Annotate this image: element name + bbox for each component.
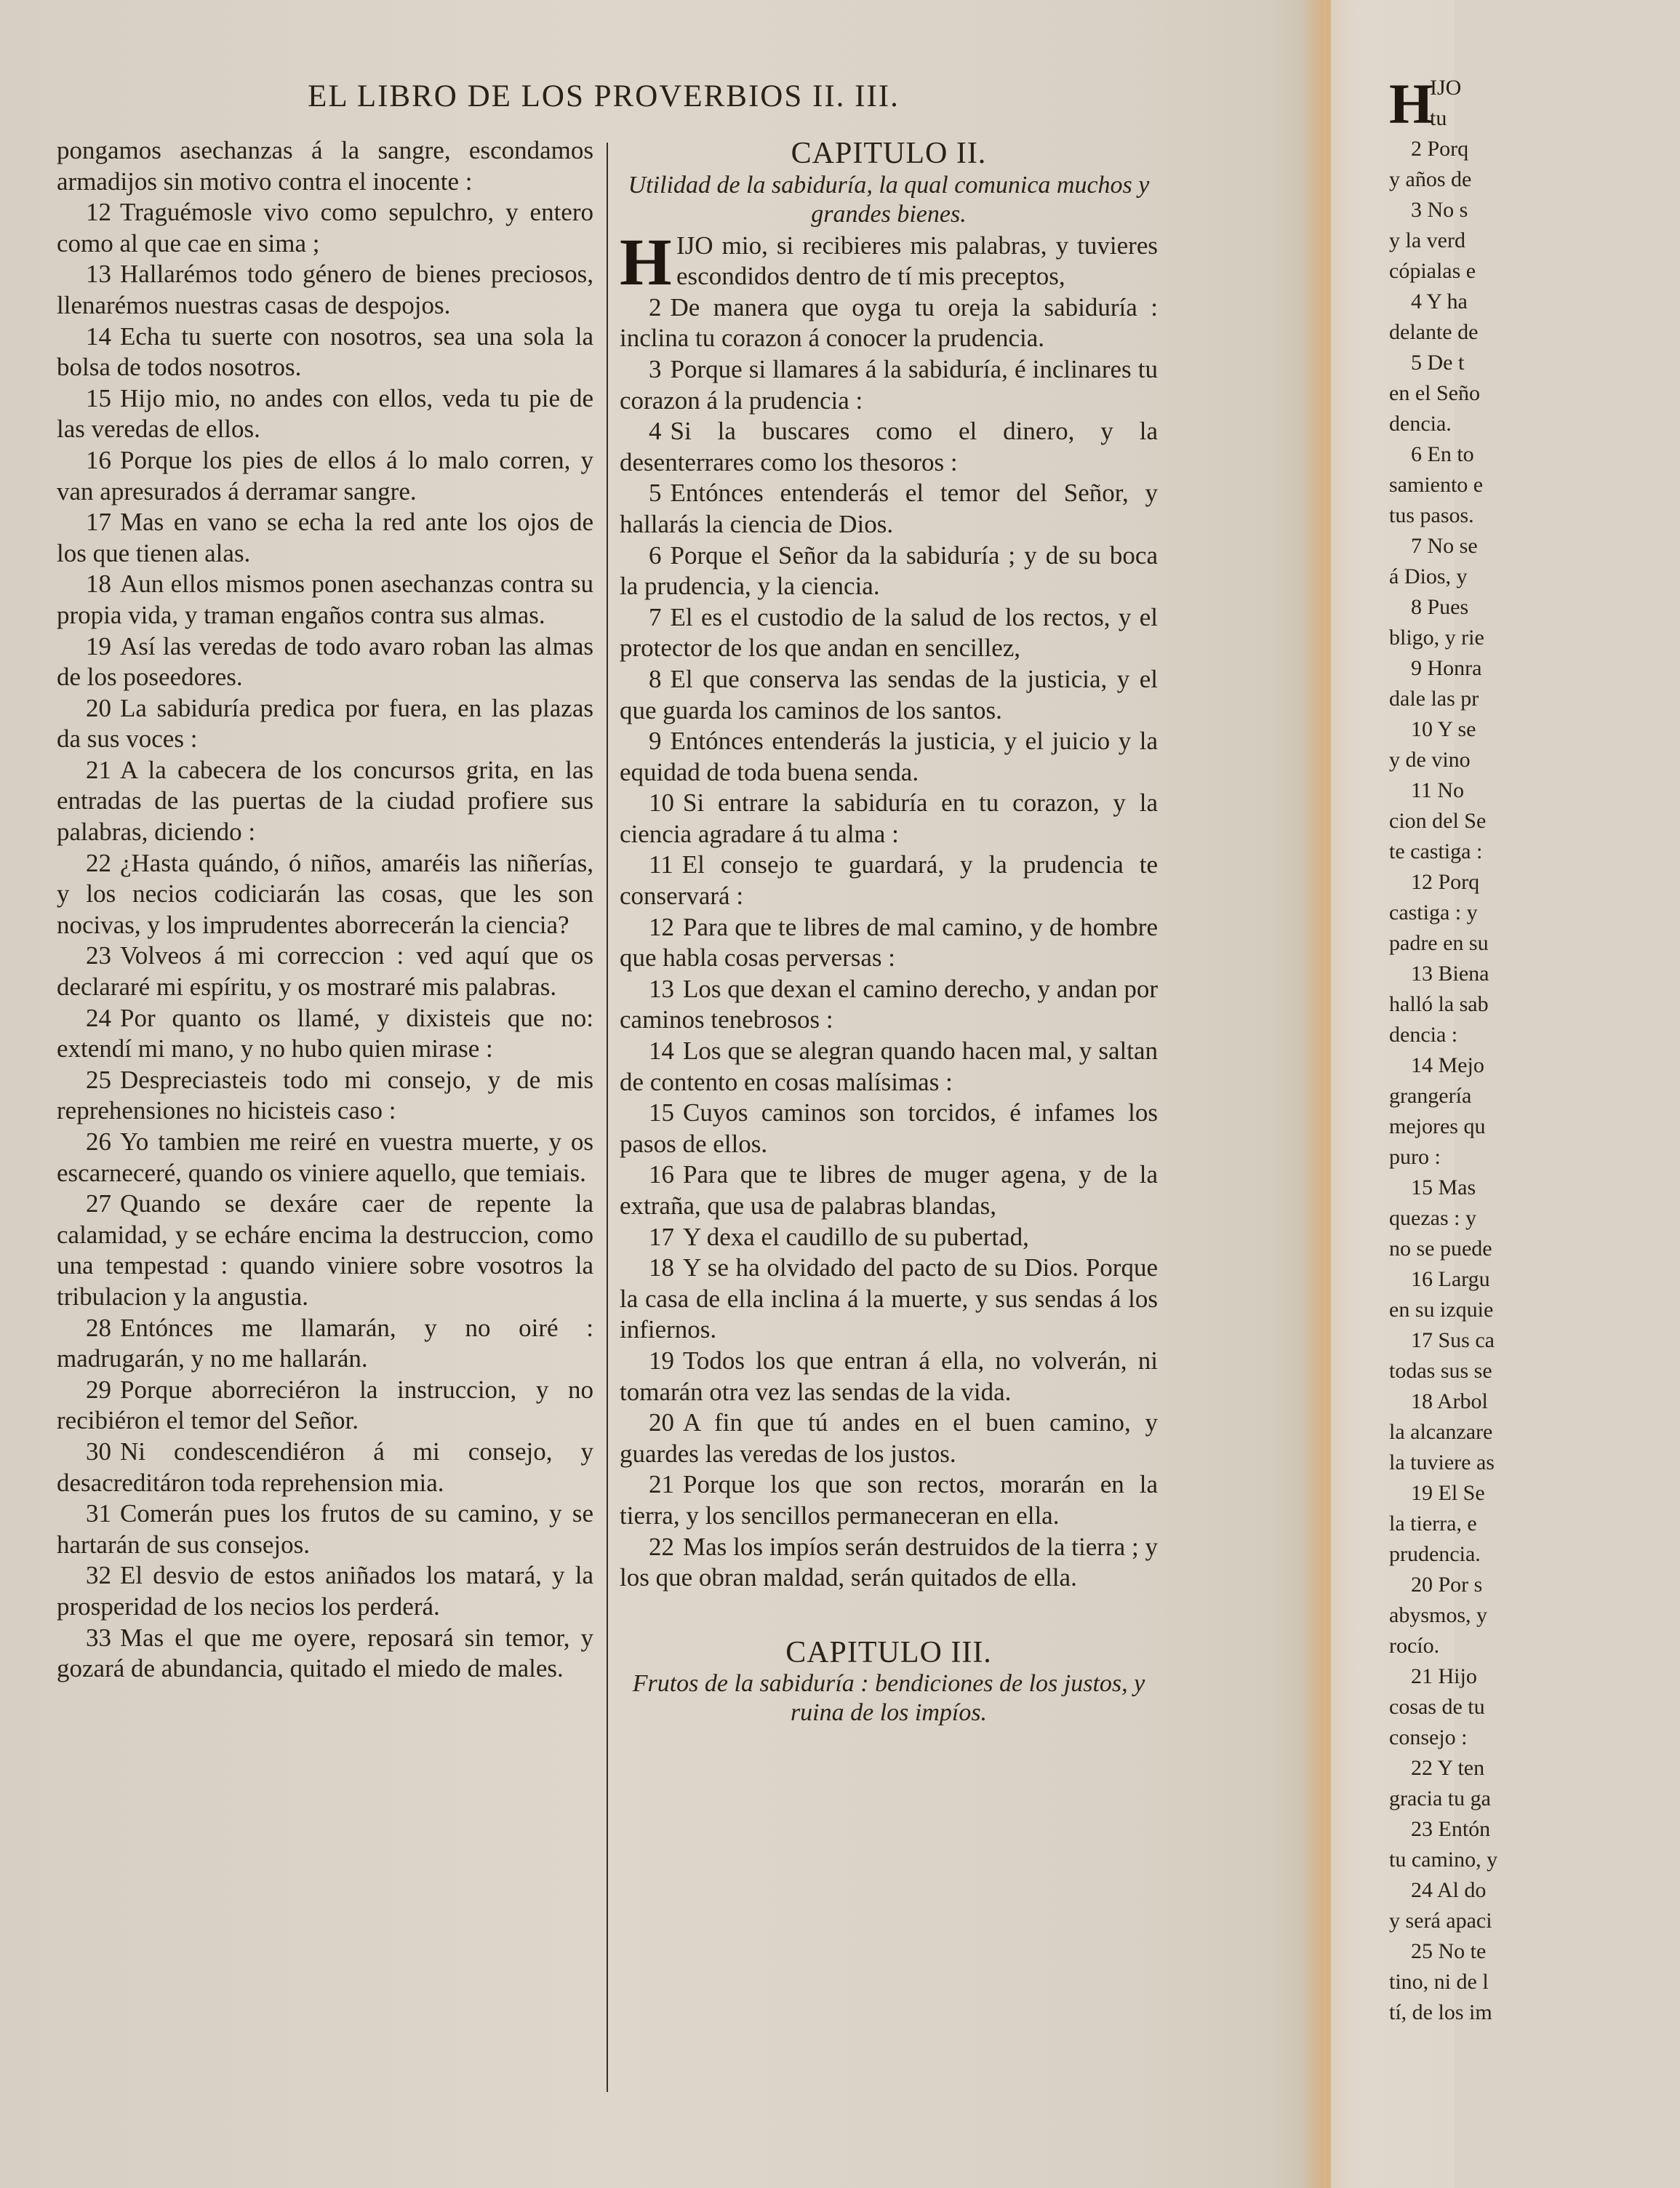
verse-number: 20	[649, 1408, 674, 1437]
next-page-line: 20 Por s	[1411, 1573, 1483, 1597]
chapter-2-title: CAPITULO II.	[791, 137, 987, 170]
verse	[57, 848, 593, 941]
verse-number: 32	[86, 1561, 111, 1590]
verse-text: Si entrare la sabiduría en tu corazon, y la ciencia agradare á tu alma :	[620, 788, 1158, 848]
verse-number: 3	[649, 354, 662, 383]
next-page-line: prudencia.	[1389, 1542, 1481, 1566]
next-page-line: 16 Largu	[1411, 1267, 1490, 1291]
verse-text: A fin que tú andes en el buen camino, y guardes las veredas de los justos.	[620, 1408, 1158, 1468]
verse-number: 22	[649, 1532, 674, 1561]
next-page-line: 15 Mas	[1411, 1175, 1476, 1199]
verse	[57, 507, 593, 569]
verse-text: El desvio de estos aniñados los matará, y la prosperidad de los necios los perderá.	[57, 1561, 593, 1621]
next-page-line: 22 Y ten	[1411, 1756, 1485, 1780]
verse-text: Entónces entenderás la justicia, y el juicio y la equidad de toda buena senda.	[620, 727, 1158, 786]
right-book-page-fragment	[1331, 0, 1498, 2188]
verse-text: La sabiduría predica por fuera, en las plazas da sus voces :	[57, 693, 593, 754]
verse	[620, 1532, 1158, 1594]
next-page-line: cosas de tu	[1389, 1695, 1485, 1719]
verse-number: 6	[649, 540, 662, 570]
verse	[620, 1036, 1158, 1098]
drop-cap: H	[620, 224, 672, 299]
next-page-line: 9 Honra	[1411, 656, 1482, 680]
verse	[620, 478, 1158, 540]
verse-text: Por quanto os llamé, y dixisteis que no: extendí mi mano, y no hubo quien mirase :	[57, 1003, 593, 1063]
next-page-lines	[1389, 134, 1680, 2028]
verse-text: Echa tu suerte con nosotros, sea una sola la bolsa de todos nosotros.	[57, 322, 593, 382]
verse-number: 12	[649, 912, 674, 941]
verse-number: 15	[649, 1098, 674, 1127]
next-page-line: 7 No se	[1411, 534, 1478, 558]
running-head: EL LIBRO DE LOS PROVERBIOS II. III.	[308, 79, 900, 113]
verse-text: Porque los pies de ellos á lo malo corren, y van apresurados á derramar sangre.	[57, 445, 593, 506]
next-page-line: halló la sab	[1389, 992, 1489, 1016]
next-page-line: 13 Biena	[1411, 962, 1489, 986]
verse-text: Entónces me llamarán, y no oiré : madrugarán, y no me hallarán.	[57, 1313, 593, 1373]
next-page-line: te castiga :	[1389, 839, 1483, 863]
next-page-line: cion del Se	[1389, 809, 1487, 833]
next-page-line: 17 Sus ca	[1411, 1328, 1495, 1352]
verse-number: 8	[649, 664, 662, 693]
chapter-spacer	[620, 1594, 1158, 1634]
next-page-line: 14 Mejo	[1411, 1053, 1484, 1077]
verse-number: 31	[86, 1499, 111, 1528]
verse-number: 26	[86, 1127, 111, 1156]
verse	[57, 197, 593, 259]
next-page-line: á Dios, y	[1389, 564, 1468, 588]
verse	[620, 416, 1158, 478]
continuation-text: pongamos asechanzas á la sangre, escondamos armadijos sin motivo contra el inocente :	[57, 136, 593, 196]
next-page-line: gracia tu ga	[1389, 1786, 1491, 1810]
verse-number: 7	[649, 602, 662, 631]
verse-number: 19	[649, 1346, 674, 1375]
verse-text: Hallarémos todo género de bienes preciosos, llenarémos nuestras casas de despojos.	[57, 260, 593, 319]
next-page-line: 25 No te	[1411, 1939, 1487, 1963]
next-page-line: 23 Entón	[1411, 1817, 1491, 1841]
next-page-line: la tierra, e	[1389, 1512, 1477, 1536]
next-page-line: quezas : y	[1389, 1206, 1476, 1230]
next-page-line: delante de	[1389, 320, 1479, 344]
verse	[57, 1189, 593, 1312]
verse-1-text: IJO mio, si recibieres mis palabras, y tuvieres escondidos dentro de tí mis preceptos,	[676, 231, 1158, 291]
chapter-3-summary: Frutos de la sabiduría : bendiciones de los justos, y ruina de los impíos.	[632, 1670, 1145, 1727]
verse-number: 23	[86, 941, 111, 970]
verse	[620, 1346, 1158, 1408]
verse-text: Porque si llamares á la sabiduría, é inclinares tu corazon á la prudencia :	[620, 354, 1158, 415]
verse-text: Comerán pues los frutos de su camino, y se hartarán de sus consejos.	[57, 1499, 593, 1559]
verse-text: ¿Hasta quándo, ó niños, amaréis las niñerías, y los necios codiciarán las cosas, que les son nocivas, y los imprudentes aborrecerán la ciencia?	[57, 848, 593, 939]
next-page-line: 10 Y se	[1411, 717, 1476, 741]
verse-text: El consejo te guardará, y la prudencia te conservará :	[620, 850, 1158, 911]
next-page-line: mejores qu	[1389, 1114, 1486, 1138]
verse	[57, 322, 593, 383]
next-page-line: en el Seño	[1389, 381, 1480, 405]
verse	[620, 602, 1158, 664]
verse-number: 14	[649, 1037, 674, 1066]
verse-text: Así las veredas de todo avaro roban las almas de los poseedores.	[57, 631, 593, 692]
verse-text: Si la buscares como el dinero, y la desenterrares como los thesoros :	[620, 417, 1158, 476]
verse-number: 12	[86, 198, 111, 227]
verse-number: 15	[86, 383, 111, 412]
next-page-line: tu camino, y	[1389, 1848, 1498, 1872]
verse-number: 22	[86, 848, 111, 877]
verse-text: Volveos á mi correccion : ved aquí que os declararé mi espíritu, y os mostraré mis palabras.	[57, 941, 593, 1002]
next-page-line: tus pasos.	[1389, 503, 1474, 527]
verse-number: 4	[649, 417, 662, 446]
next-page-line: y la verd	[1389, 228, 1465, 252]
verse	[57, 941, 593, 1002]
verse-text: Porque aborreciéron la instruccion, y no recibiéron el temor del Señor.	[57, 1375, 593, 1435]
verse-text: A la cabecera de los concursos grita, en las entradas de las puertas de la ciudad profiere sus palabras, diciendo :	[57, 755, 593, 847]
verse	[57, 445, 593, 507]
verse-text: Y dexa el caudillo de su pubertad,	[683, 1222, 1029, 1251]
verse	[620, 850, 1158, 911]
verse	[620, 912, 1158, 974]
verse-number: 19	[86, 631, 111, 660]
verse	[620, 664, 1158, 726]
verse	[620, 974, 1158, 1036]
verse-number: 21	[649, 1470, 674, 1499]
next-page-line: tí, de los im	[1389, 2000, 1492, 2024]
verse-text: Para que te libres de mal camino, y de hombre que habla cosas perversas :	[620, 912, 1158, 973]
verse-number: 20	[86, 693, 111, 722]
right-verse-list	[620, 292, 1158, 1594]
next-page-line: cópialas e	[1389, 259, 1476, 283]
verse-text: Aun ellos mismos ponen asechanzas contra su propia vida, y traman engaños contra sus almas.	[57, 570, 593, 629]
verse-text: De manera que oyga tu oreja la sabiduría : inclina tu corazon á conocer la prudencia.	[620, 292, 1158, 353]
verse-number: 30	[86, 1437, 111, 1466]
verse	[620, 1098, 1158, 1159]
verse-number: 17	[649, 1222, 674, 1251]
next-page-line: y años de	[1389, 167, 1472, 191]
left-verse-list	[57, 197, 593, 1685]
verse-number: 29	[86, 1375, 111, 1404]
verse-number: 17	[86, 508, 111, 537]
next-page-line: grangería	[1389, 1084, 1472, 1108]
verse-text: Mas el que me oyere, reposará sin temor, y gozará de abundancia, quitado el miedo de males.	[57, 1623, 593, 1683]
next-page-text	[1389, 73, 1680, 2028]
next-page-line: la tuviere as	[1389, 1450, 1495, 1474]
verse	[620, 1469, 1158, 1531]
next-drop-cap: H	[1389, 72, 1433, 135]
next-page-line: y será apaci	[1389, 1909, 1492, 1933]
next-page-line: 18 Arbol	[1411, 1389, 1488, 1413]
verse-text: Porque los que son rectos, morarán en la tierra, y los sencillos permaneceran en ella.	[620, 1470, 1158, 1530]
verse	[620, 788, 1158, 850]
left-column	[57, 135, 593, 1685]
next-page-line: abysmos, y	[1389, 1603, 1487, 1627]
verse-text: Yo tambien me reiré en vuestra muerte, y os escarneceré, quando os viniere aquello, que temiais.	[57, 1127, 593, 1187]
next-page-line: en su izquie	[1389, 1298, 1494, 1322]
verse	[57, 1003, 593, 1065]
verse-number: 13	[86, 260, 111, 289]
verse	[57, 1623, 593, 1685]
verse-number: 14	[86, 322, 111, 351]
verse	[620, 354, 1158, 416]
next-page-line: rocío.	[1389, 1634, 1440, 1658]
verse-number: 11	[649, 850, 673, 879]
verse	[620, 292, 1158, 354]
chapter-2-opening	[620, 224, 1158, 299]
verse-text: Traguémosle vivo como sepulchro, y entero como al que cae en sima ;	[57, 198, 593, 257]
verse	[620, 540, 1158, 602]
verse	[57, 693, 593, 755]
verse	[620, 1408, 1158, 1469]
next-page-line: 21 Hijo	[1411, 1664, 1477, 1688]
verse-text: Cuyos caminos son torcidos, é infames los pasos de ellos.	[620, 1098, 1158, 1158]
next-page-line: dale las pr	[1389, 687, 1479, 711]
verse	[57, 1313, 593, 1375]
next-page-line: samiento e	[1389, 473, 1484, 497]
column-divider	[607, 143, 608, 2092]
next-page-line: 11 No	[1411, 778, 1465, 802]
verse-number: 33	[86, 1623, 111, 1652]
right-column	[620, 135, 1158, 1729]
next-page-line: 5 De t	[1411, 351, 1465, 375]
chapter-2-summary: Utilidad de la sabiduría, la qual comunica muchos y grandes bienes.	[628, 171, 1150, 228]
verse-text: Mas los impíos serán destruidos de la tierra ; y los que obran maldad, serán quitados de ella.	[620, 1532, 1158, 1592]
verse	[620, 1159, 1158, 1221]
verse	[57, 755, 593, 848]
verse-text: El que conserva las sendas de la justicia, y el que guarda los caminos de los santos.	[620, 664, 1158, 724]
verse-number: 16	[649, 1160, 674, 1189]
next-page-line: padre en su	[1389, 931, 1489, 955]
verse-text: Para que te libres de muger agena, y de la extraña, que usa de palabras blandas,	[620, 1160, 1158, 1220]
next-page-opening	[1389, 73, 1680, 134]
verse-text: Quando se dexáre caer de repente la calamidad, y se echáre encima la destruccion, como una tempestad : quando viniere sobre vosotros la tribulacion y la angustia.	[57, 1189, 593, 1311]
next-page-line: 3 No s	[1411, 198, 1468, 222]
verse	[57, 569, 593, 631]
next-page-line: bligo, y rie	[1389, 626, 1484, 650]
verse-number: 9	[649, 727, 662, 756]
verse-text: Los que se alegran quando hacen mal, y saltan de contento en cosas malísimas :	[620, 1037, 1158, 1096]
verse-text: Hijo mio, no andes con ellos, veda tu pie de las veredas de ellos.	[57, 383, 593, 444]
verse-text: Mas en vano se echa la red ante los ojos de los que tienen alas.	[57, 508, 593, 567]
next-page-line: todas sus se	[1389, 1359, 1492, 1383]
verse-text: Porque el Señor da la sabiduría ; y de su boca la prudencia, y la ciencia.	[620, 540, 1158, 601]
verse-number: 25	[86, 1065, 111, 1094]
verse-text: Despreciasteis todo mi consejo, y de mis reprehensiones no hicisteis caso :	[57, 1065, 593, 1125]
verse	[620, 1253, 1158, 1346]
verse-number: 16	[86, 445, 111, 474]
verse	[57, 631, 593, 693]
verse	[57, 1065, 593, 1127]
verse-number: 10	[649, 788, 674, 818]
verse-text: Ni condescendiéron á mi consejo, y desacreditáron toda reprehension mia.	[57, 1437, 593, 1497]
next-page-line: tu	[1430, 106, 1447, 130]
verse-number: 28	[86, 1313, 111, 1342]
next-page-line: IJO	[1430, 76, 1462, 100]
verse	[620, 1222, 1158, 1253]
next-page-line: castiga : y	[1389, 901, 1478, 925]
verse	[57, 1437, 593, 1498]
verse-text: El es el custodio de la salud de los rectos, y el protector de los que andan en sencillez,	[620, 602, 1158, 663]
verse	[57, 1560, 593, 1622]
verse-text: Y se ha olvidado del pacto de su Dios. Porque la casa de ella inclina á la muerte, y sus sendas á los infiernos.	[620, 1253, 1158, 1344]
next-page-line: dencia :	[1389, 1023, 1458, 1047]
next-page-line: 2 Porq	[1411, 137, 1469, 161]
verse-text: Todos los que entran á ella, no volverán, ni tomarán otra vez las sendas de la vida.	[620, 1346, 1158, 1406]
verse	[620, 726, 1158, 788]
verse	[57, 259, 593, 321]
next-page-line: dencia.	[1389, 412, 1452, 436]
verse-number: 18	[649, 1253, 674, 1282]
verse	[57, 1375, 593, 1437]
chapter-3-title: CAPITULO III.	[785, 1635, 992, 1669]
verse-number: 18	[86, 570, 111, 599]
verse-number: 21	[86, 755, 111, 784]
next-page-line: 19 El Se	[1411, 1481, 1485, 1505]
verse-number: 5	[649, 479, 662, 508]
verse-text: Entónces entenderás el temor del Señor, y hallarás la ciencia de Dios.	[620, 479, 1158, 538]
verse	[57, 383, 593, 445]
verse-number: 24	[86, 1003, 111, 1032]
next-page-line: 12 Porq	[1411, 870, 1480, 894]
verse	[57, 1127, 593, 1189]
next-page-line: no se puede	[1389, 1237, 1492, 1261]
next-page-line: puro :	[1389, 1145, 1441, 1169]
next-page-line: tino, ni de l	[1389, 1970, 1489, 1994]
next-page-line: 8 Pues	[1411, 595, 1469, 619]
verse-number: 27	[86, 1189, 111, 1218]
verse-number: 13	[649, 974, 674, 1003]
verse	[57, 1498, 593, 1560]
next-page-line: la alcanzare	[1389, 1420, 1493, 1444]
next-page-line: consejo :	[1389, 1725, 1468, 1749]
next-page-line: 6 En to	[1411, 442, 1474, 466]
verse-number: 2	[649, 292, 662, 322]
verse-text: Los que dexan el camino derecho, y andan por caminos tenebrosos :	[620, 974, 1158, 1034]
next-page-line: 4 Y ha	[1411, 290, 1468, 314]
next-opening-lines	[1430, 73, 1680, 134]
next-page-line: y de vino	[1389, 748, 1471, 772]
next-page-line: 24 Al do	[1411, 1878, 1487, 1902]
